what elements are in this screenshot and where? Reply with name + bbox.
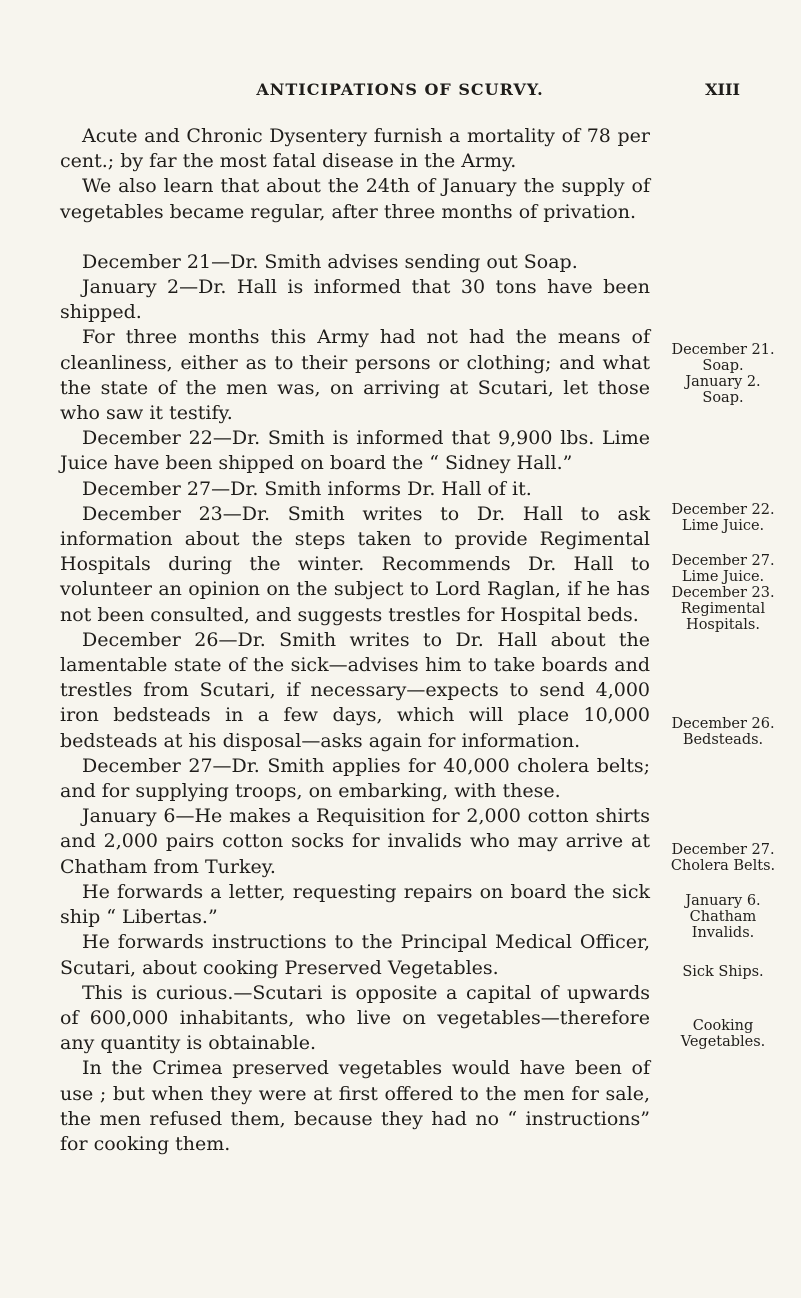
paragraph: In the Crimea preserved vegetables would have been of use ; but when they were at first offered to the men for sale, the men refused them, because they had no “ instructions” for cooking them. (60, 1057, 650, 1155)
sidenote-line: Chatham (689, 909, 757, 925)
sidenote-line: Lime Juice. (681, 518, 765, 534)
sidenote (660, 893, 786, 941)
sidenote-line: Invalids. (691, 925, 755, 941)
sidenote-line: Lime Juice. (681, 569, 765, 585)
paragraph: Acute and Chronic Dysentery furnish a mortality of 78 per cent.; by far the most fatal disease in the Army. (60, 125, 650, 173)
paragraph: He forwards a letter, requesting repairs on board the sick ship “ Libertas.” (60, 880, 650, 929)
paragraph: January 6—He makes a Requisition for 2,000 cotton shirts and 2,000 pairs cotton socks for invalids who may arrive at Chatham from Turkey. (60, 805, 650, 878)
sidenote (660, 842, 786, 874)
sidenote-line: January 6. (685, 893, 761, 909)
sidenote-line: Cholera Belts. (670, 858, 776, 874)
sidenote-line: Vegetables. (680, 1034, 766, 1050)
paragraph: This is curious.—Scutari is opposite a capital of upwards of 600,000 inhabitants, who live on vegetables—therefore any quantity is obtainable. (60, 981, 650, 1055)
paragraph: December 27—Dr. Smith informs Dr. Hall of it. (82, 477, 532, 500)
sidenote-line: December 23. (671, 585, 775, 601)
page-number: XIII (705, 80, 740, 99)
sidenote (660, 553, 786, 633)
sidenote-line: December 26. (671, 716, 775, 732)
running-title: ANTICIPATIONS OF SCURVY. (256, 80, 544, 99)
paragraph: He forwards instructions to the Principal Medical Officer, Scutari, about cooking Preserved Vegetables. (60, 931, 650, 979)
sidenote-line: Bedsteads. (682, 732, 764, 748)
sidenote-line: December 22. (671, 502, 775, 518)
sidenote-line: January 2. (685, 374, 761, 390)
sidenote (660, 502, 786, 534)
sidenote-line: December 27. (671, 842, 775, 858)
paragraph: December 23—Dr. Smith writes to Dr. Hall to ask information about the steps taken to provide Regimental Hospitals during the winter. Recommends Dr. Hall to volunteer an opinion on the subject to Lord Raglan, if he has not been consulted, and suggests trestles for Hospital beds. (60, 502, 650, 626)
sidenote-line: Soap. (702, 390, 744, 406)
sidenote-line: December 21. (671, 342, 775, 358)
sidenote (660, 716, 786, 748)
main-text (60, 124, 650, 1157)
paragraph: January 2—Dr. Hall is informed that 30 tons have been shipped. (60, 276, 650, 324)
paragraph: December 21—Dr. Smith advises sending out Soap. (82, 250, 578, 273)
paragraph: December 22—Dr. Smith is informed that 9,900 lbs. Lime Juice have been shipped on board the “ Sidney Hall.” (60, 427, 650, 475)
sidenote-line: Hospitals. (686, 617, 760, 633)
sidenote-line: Sick Ships. (682, 964, 764, 980)
sidenote-line: Cooking (692, 1018, 754, 1034)
paragraph: December 27—Dr. Smith applies for 40,000 cholera belts; and for supplying troops, on embarking, with these. (60, 754, 650, 803)
sidenote (660, 964, 786, 980)
sidenote (660, 1018, 786, 1050)
sidenote-line: Soap. (702, 358, 744, 374)
sidenote (660, 342, 786, 406)
sidenote-line: Regimental (680, 601, 766, 617)
paragraph: We also learn that about the 24th of January the supply of vegetables became regular, after three months of privation. (60, 175, 650, 223)
paragraph: For three months this Army had not had the means of cleanliness, either as to their persons or clothing; and what the state of the men was, on arriving at Scutari, let those who saw it testify. (60, 326, 650, 425)
page-header (60, 80, 740, 110)
paragraph: December 26—Dr. Smith writes to Dr. Hall about the lamentable state of the sick—advises him to take boards and trestles from Scutari, if necessary—expects to send 4,000 iron bedsteads in a few days, which will place 10,000 bedsteads at his disposal—asks again for information. (60, 628, 650, 752)
sidenote-line: December 27. (671, 553, 775, 569)
